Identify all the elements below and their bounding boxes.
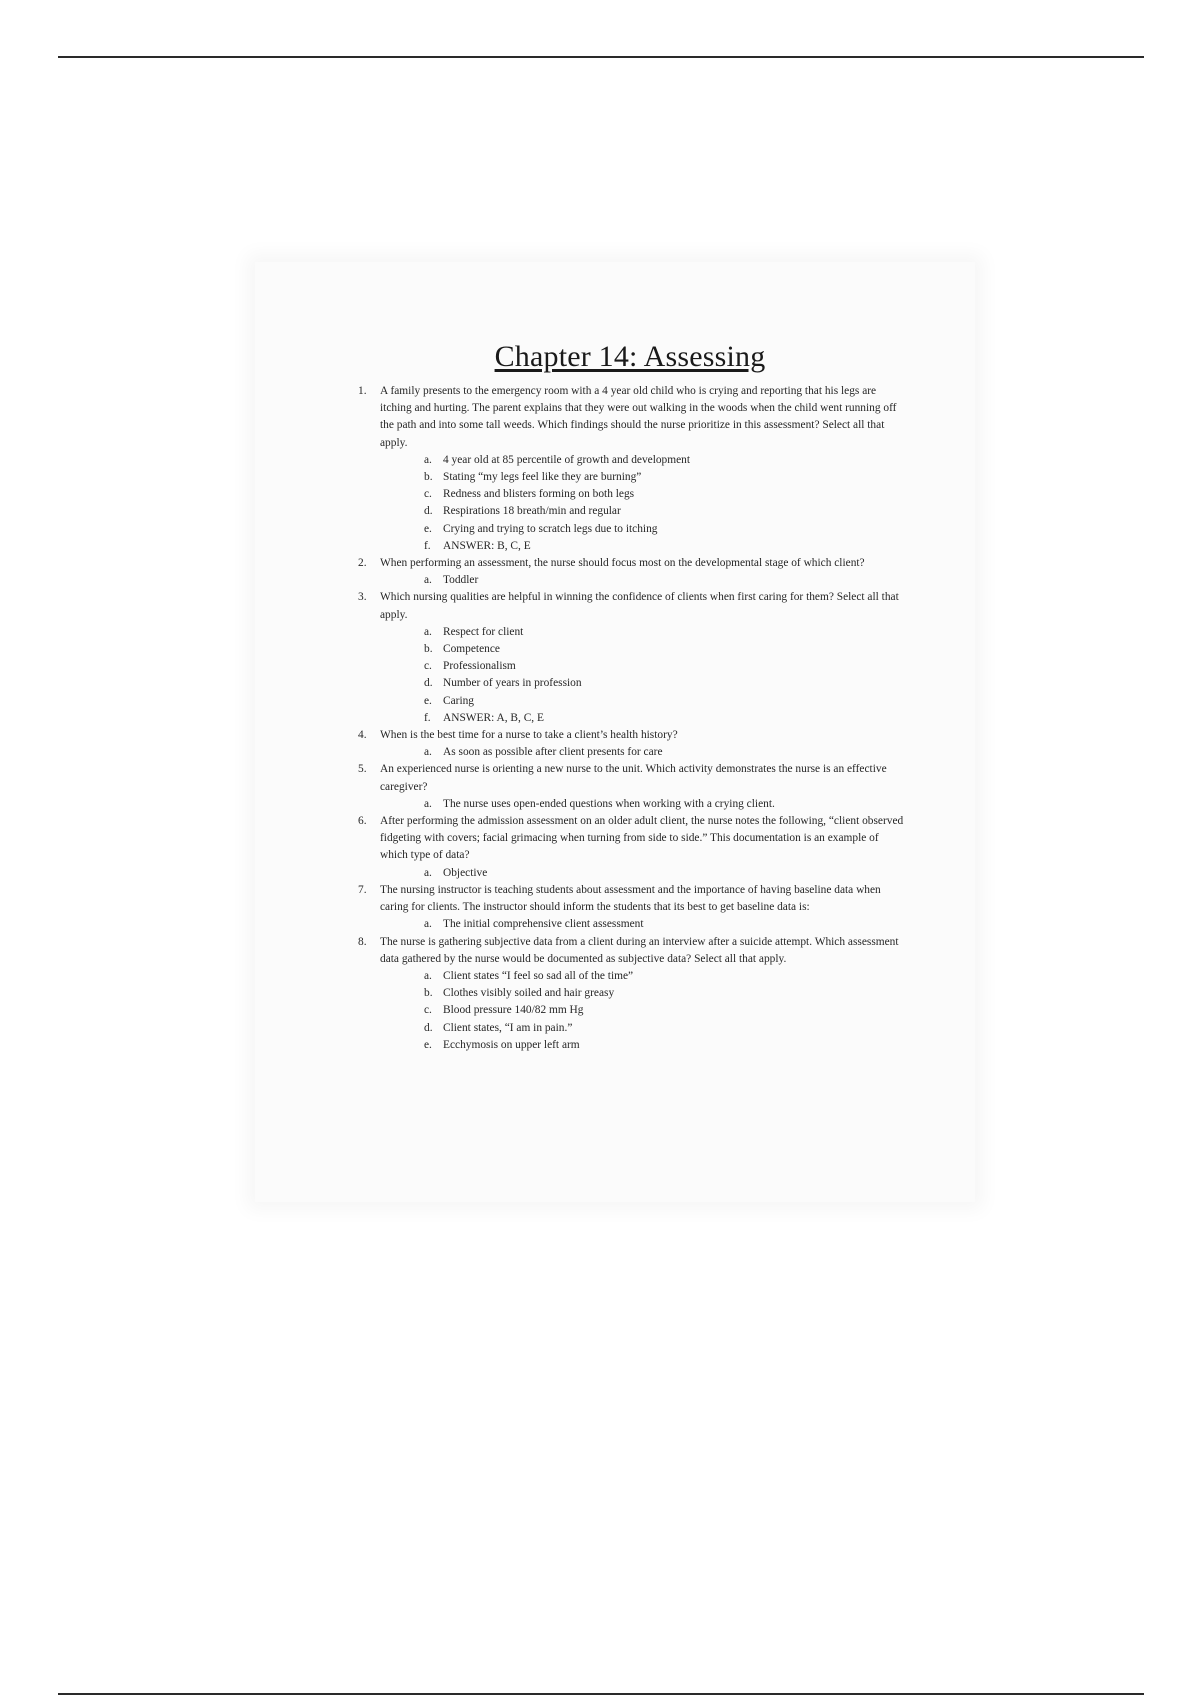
option-text: Stating “my legs feel like they are burning”	[443, 471, 642, 484]
option-letter: b.	[424, 471, 433, 484]
option-item	[422, 469, 904, 486]
option-letter: a.	[424, 969, 432, 982]
option-text: The initial comprehensive client assessment	[443, 918, 644, 931]
option-letter: a.	[424, 918, 432, 931]
option-list	[380, 572, 904, 589]
question-text: The nursing instructor is teaching students about assessment and the importance of having baseline data when caring for clients. The instructor should inform the students that its best to get baseline data is:	[380, 883, 881, 914]
question-item	[356, 761, 904, 813]
question-text: Which nursing qualities are helpful in winning the confidence of clients when first caring for them? Select all that apply.	[380, 591, 899, 621]
option-text: Respect for client	[443, 625, 524, 638]
option-letter: e.	[424, 1038, 432, 1051]
option-item	[422, 1037, 904, 1054]
document-content	[356, 340, 904, 1054]
option-text: Crying and trying to scratch legs due to itching	[443, 522, 658, 535]
question-item	[356, 882, 904, 934]
option-list	[380, 916, 904, 933]
question-number: 7.	[358, 883, 367, 896]
option-item	[422, 624, 904, 641]
option-letter: b.	[424, 643, 433, 656]
question-number: 3.	[358, 591, 367, 604]
option-item	[422, 503, 904, 520]
option-item	[422, 1020, 904, 1037]
option-item	[422, 865, 904, 882]
option-item	[422, 521, 904, 538]
question-item	[356, 555, 904, 589]
option-letter: c.	[424, 660, 432, 673]
option-text: Client states, “I am in pain.”	[443, 1021, 573, 1034]
option-text: The nurse uses open-ended questions when working with a crying client.	[443, 797, 775, 810]
option-text: ANSWER: A, B, C, E	[443, 711, 544, 724]
question-number: 8.	[358, 935, 367, 948]
option-item	[422, 675, 904, 692]
question-item	[356, 727, 904, 761]
option-text: Number of years in profession	[443, 677, 582, 690]
option-letter: a.	[424, 746, 432, 759]
option-text: Respirations 18 breath/min and regular	[443, 505, 621, 518]
question-item	[356, 934, 904, 1054]
option-letter: f.	[424, 539, 431, 552]
question-number: 4.	[358, 729, 367, 742]
question-number: 5.	[358, 763, 367, 776]
option-letter: d.	[424, 1021, 433, 1034]
option-letter: e.	[424, 522, 432, 535]
page-title: Chapter 14: Assessing	[494, 340, 766, 373]
option-list	[380, 865, 904, 882]
option-letter: a.	[424, 797, 432, 810]
question-text: When is the best time for a nurse to take a client’s health history?	[380, 729, 678, 742]
option-letter: a.	[424, 574, 432, 587]
question-number: 1.	[358, 385, 367, 397]
question-text: A family presents to the emergency room with a 4 year old child who is crying and reporting that his legs are itching and hurting. The parent explains that they were out walking in the woods when the child went running off the path and into some tall weeds. Which findings should the nurse prioritize in this assessment? Select all that apply.	[380, 385, 897, 449]
option-text: Professionalism	[443, 660, 516, 673]
option-text: Clothes visibly soiled and hair greasy	[443, 987, 615, 1000]
question-text: After performing the admission assessment on an older adult client, the nurse notes the following, “client observed fidgeting with covers; facial grimacing when turning from side to side.” This documentation is an example of which type of data?	[380, 815, 904, 862]
option-letter: d.	[424, 677, 433, 690]
option-item	[422, 985, 904, 1002]
option-list	[380, 452, 904, 555]
option-text: Redness and blisters forming on both legs	[443, 488, 635, 501]
option-list	[380, 624, 904, 727]
option-item	[422, 744, 904, 761]
option-list	[380, 744, 904, 761]
option-item	[422, 968, 904, 985]
option-text: Objective	[443, 866, 488, 879]
question-list	[356, 383, 904, 1054]
bottom-divider	[58, 1693, 1144, 1695]
option-list	[380, 796, 904, 813]
option-text: ANSWER: B, C, E	[443, 539, 531, 552]
option-text: Toddler	[443, 574, 479, 587]
option-list	[380, 968, 904, 1054]
question-number: 6.	[358, 815, 367, 828]
question-number: 2.	[358, 557, 367, 570]
option-text: 4 year old at 85 percentile of growth and development	[443, 453, 691, 466]
option-letter: a.	[424, 453, 432, 466]
option-letter: c.	[424, 488, 432, 501]
option-letter: d.	[424, 505, 433, 518]
option-text: Caring	[443, 694, 475, 707]
option-letter: c.	[424, 1004, 432, 1017]
option-item	[422, 710, 904, 727]
question-text: The nurse is gathering subjective data from a client during an interview after a suicide attempt. Which assessment data gathered by the nurse would be documented as subjective data? Select all that apply.	[380, 935, 899, 965]
option-item	[422, 658, 904, 675]
option-letter: e.	[424, 694, 432, 707]
question-item	[356, 383, 904, 555]
option-item	[422, 916, 904, 933]
option-text: As soon as possible after client presents for care	[443, 746, 663, 759]
option-item	[422, 486, 904, 503]
option-item	[422, 538, 904, 555]
question-item	[356, 813, 904, 882]
option-text: Blood pressure 140/82 mm Hg	[443, 1004, 584, 1017]
question-text: When performing an assessment, the nurse should focus most on the developmental stage of which client?	[380, 557, 865, 570]
option-item	[422, 452, 904, 469]
top-divider	[58, 56, 1144, 58]
option-letter: a.	[424, 866, 432, 879]
option-letter: f.	[424, 711, 431, 724]
option-item	[422, 693, 904, 710]
question-text: An experienced nurse is orienting a new nurse to the unit. Which activity demonstrates the nurse is an effective caregiver?	[380, 763, 887, 793]
option-item	[422, 641, 904, 658]
option-letter: b.	[424, 987, 433, 1000]
option-text: Client states “I feel so sad all of the time”	[443, 969, 634, 982]
option-text: Competence	[443, 643, 500, 656]
question-item	[356, 589, 904, 727]
option-item	[422, 1002, 904, 1019]
option-item	[422, 796, 904, 813]
option-item	[422, 572, 904, 589]
option-letter: a.	[424, 625, 432, 638]
option-text: Ecchymosis on upper left arm	[443, 1038, 580, 1051]
